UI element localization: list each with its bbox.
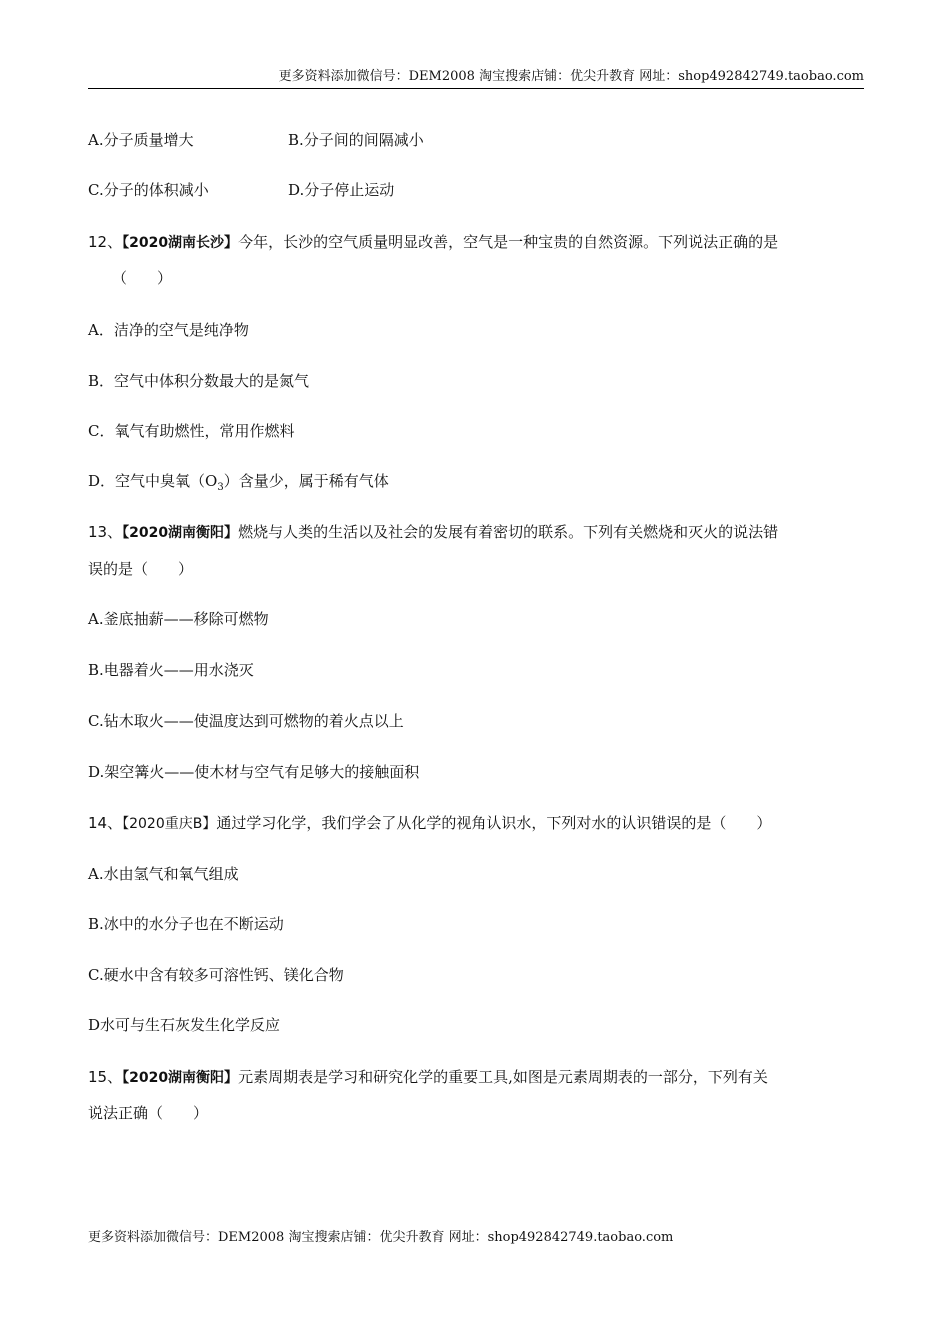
q12-option-d-post: ）含量少，属于稀有气体	[223, 472, 389, 490]
q15-stem-text-1: 元素周期表是学习和研究化学的重要工具,如图是元素周期表的一部分，下列有关	[238, 1068, 768, 1086]
q12-option-a: A．洁净的空气是纯净物	[88, 321, 249, 339]
q12-option-b: B．空气中体积分数最大的是氮气	[88, 372, 310, 390]
header-text: 更多资料添加微信号：DEM2008 淘宝搜索店铺：优尖升教育 网址：shop492842749.taobao.com	[278, 69, 864, 84]
q12-source: 【2020湖南长沙】	[122, 235, 239, 251]
q14-option-d: D水可与生石灰发生化学反应	[88, 1016, 281, 1034]
page-header	[88, 66, 864, 89]
q12-paren: （ ）	[112, 269, 173, 287]
q13-source: 【2020湖南衡阳】	[122, 525, 239, 541]
q12-stem	[88, 231, 778, 254]
q13-stem	[88, 521, 778, 544]
q13-number: 13、	[88, 523, 123, 541]
q11-option-d: D.分子停止运动	[288, 181, 395, 199]
q12-stem-text: 今年，长沙的空气质量明显改善，空气是一种宝贵的自然资源。下列说法正确的是	[238, 233, 779, 251]
q14-stem-text: 通过学习化学，我们学会了从化学的视角认识水，下列对水的认识错误的是（ ）	[216, 814, 772, 832]
q13-option-c: C.钻木取火——使温度达到可燃物的着火点以上	[88, 712, 404, 730]
q14-stem	[88, 812, 771, 835]
q13-option-a: A.釜底抽薪——移除可燃物	[88, 610, 269, 628]
q14-option-b: B.冰中的水分子也在不断运动	[88, 915, 284, 933]
q14-number: 14、	[88, 814, 123, 832]
q12-option-d-sub: 3	[217, 482, 224, 493]
q13-stem-text-1: 燃烧与人类的生活以及社会的发展有着密切的联系。下列有关燃烧和灭火的说法错	[238, 523, 779, 541]
q13-stem-text-2: 误的是（ ）	[88, 560, 194, 578]
q14-option-c: C.硬水中含有较多可溶性钙、镁化合物	[88, 966, 344, 984]
q12-option-d-pre: D．空气中臭氧（O	[88, 472, 218, 490]
q15-number: 15、	[88, 1068, 123, 1086]
q14-source: 【2020重庆B】	[122, 816, 217, 832]
q13-option-d: D.架空篝火——使木材与空气有足够大的接触面积	[88, 763, 420, 781]
q12-option-d	[88, 470, 389, 499]
q11-option-b: B.分子间的间隔减小	[288, 131, 424, 149]
footer-text: 更多资料添加微信号：DEM2008 淘宝搜索店铺：优尖升教育 网址：shop492842749.taobao.com	[88, 1230, 674, 1245]
q15-stem	[88, 1066, 768, 1089]
q11-option-a: A.分子质量增大	[88, 131, 194, 149]
q13-option-b: B.电器着火——用水浇灭	[88, 661, 254, 679]
page-footer	[88, 1228, 673, 1248]
q11-option-c: C.分子的体积减小	[88, 181, 209, 199]
q14-option-a: A.水由氢气和氧气组成	[88, 865, 239, 883]
q15-source: 【2020湖南衡阳】	[122, 1070, 239, 1086]
q15-stem-text-2: 说法正确（ ）	[88, 1104, 209, 1122]
q12-number: 12、	[88, 233, 123, 251]
q12-option-c: C．氧气有助燃性，常用作燃料	[88, 422, 295, 440]
